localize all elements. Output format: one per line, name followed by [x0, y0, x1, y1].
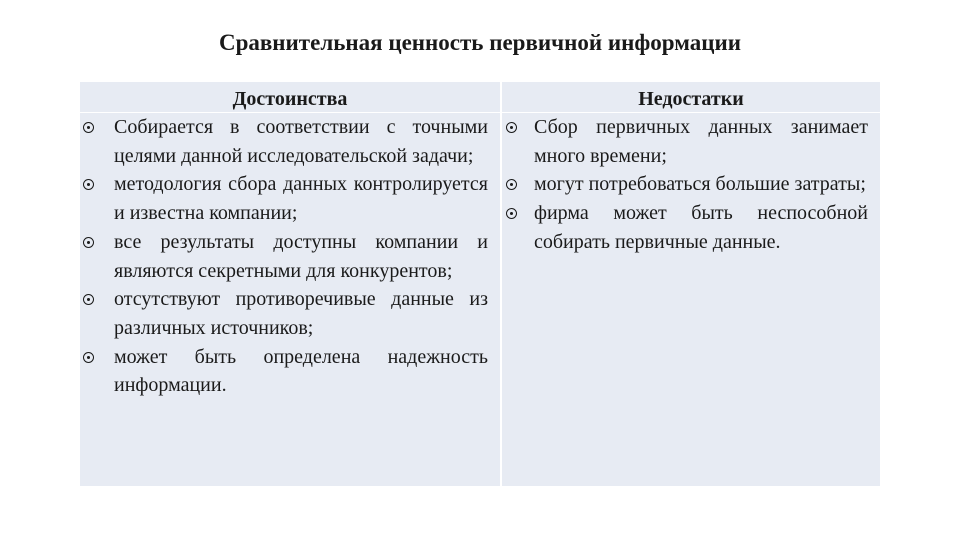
advantage-item: [80, 285, 500, 342]
bullet-icon: [83, 237, 94, 248]
advantage-text: может быть определена надежность информации.: [114, 345, 488, 397]
advantage-item: [80, 343, 500, 400]
disadvantages-list: [502, 113, 880, 257]
advantage-item: [80, 170, 500, 227]
bullet-icon: [506, 122, 517, 133]
advantages-header: Достоинства: [80, 82, 500, 113]
disadvantages-header: Недостатки: [502, 82, 880, 113]
advantage-text: Собирается в соответствии с точными целями данной исследовательской задачи;: [114, 116, 488, 167]
disadvantage-text: фирма может быть неспособной собирать первичные данные.: [534, 202, 868, 253]
disadvantage-text: Сбор первичных данных занимает много времени;: [534, 116, 868, 167]
bullet-icon: [506, 179, 517, 190]
bullet-icon: [506, 208, 517, 219]
comparison-table: [80, 82, 880, 486]
advantages-column: [80, 82, 500, 486]
bullet-icon: [83, 122, 94, 133]
advantage-item: [80, 113, 500, 170]
disadvantages-column: [502, 82, 880, 486]
bullet-icon: [83, 179, 94, 190]
advantage-text: отсутствуют противоречивые данные из различных источников;: [114, 288, 488, 339]
disadvantage-item: [502, 113, 880, 170]
disadvantage-item: [502, 170, 880, 199]
disadvantage-text: могут потребоваться большие затраты;: [534, 173, 866, 196]
advantage-item: [80, 228, 500, 285]
bullet-icon: [83, 352, 94, 363]
advantage-text: методология сбора данных контролируется и известна компании;: [114, 173, 488, 225]
bullet-icon: [83, 294, 94, 305]
disadvantage-item: [502, 199, 880, 256]
advantages-list: [80, 113, 500, 400]
advantage-text: все результаты доступны компании и являются секретными для конкурентов;: [114, 230, 488, 282]
slide-title: Сравнительная ценность первичной информации: [218, 30, 741, 55]
